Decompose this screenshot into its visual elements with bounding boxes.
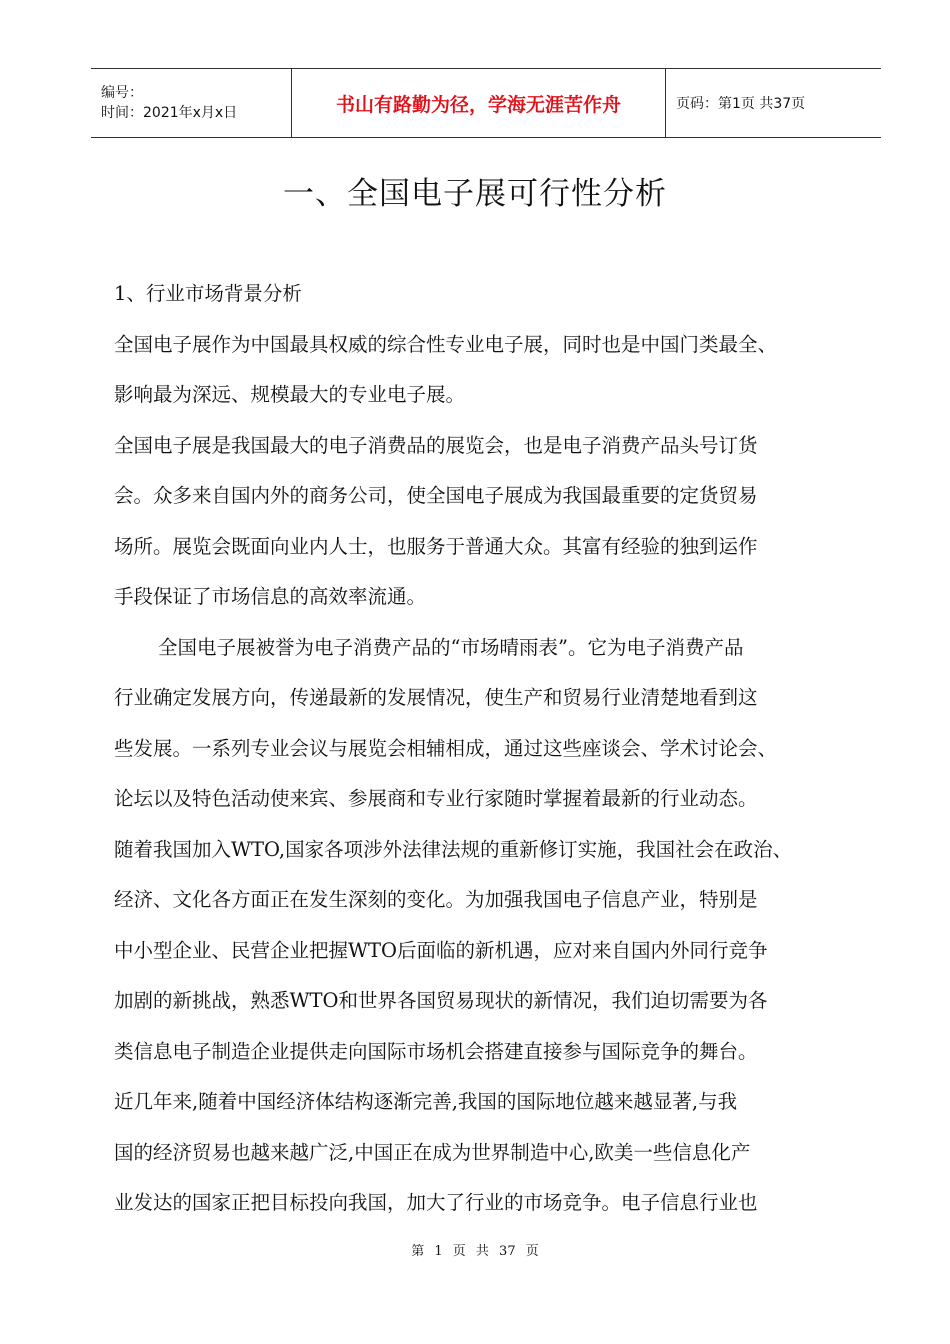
body-line: 手段保证了市场信息的高效率流通。 [114, 585, 427, 608]
body-line: 场所。展览会既面向业内人士，也服务于普通大众。其富有经验的独到运作 [114, 534, 758, 558]
body-line: 国的经济贸易也越来越广泛,中国正在成为世界制造中心,欧美一些信息化产 [114, 1140, 751, 1164]
body-line: 影响最为深远、规模最大的专业电子展。 [114, 383, 466, 406]
page-header [91, 68, 881, 138]
header-time-label: 时间：2021年x月x日 [101, 105, 238, 121]
header-motto: 书山有路勤为径，学海无涯苦作舟 [292, 69, 666, 137]
body-line: 些发展。一系列专业会议与展览会相辅相成，通过这些座谈会、学术讨论会、 [114, 736, 778, 760]
header-meta [91, 69, 292, 137]
header-number-label: 编号： [101, 85, 143, 101]
body-line: 行业确定发展方向，传递最新的发展情况，使生产和贸易行业清楚地看到这 [114, 686, 758, 709]
body-line: 论坛以及特色活动使来宾、参展商和专业行家随时掌握着最新的行业动态。 [114, 787, 758, 810]
body-line: 中小型企业、民营企业把握WTO后面临的新机遇，应对来自国内外同行竞争 [114, 938, 768, 962]
body-line: 近几年来,随着中国经济体结构逐渐完善,我国的国际地位越来越显著,与我 [114, 1090, 738, 1113]
section-heading: 1、行业市场背景分析 [114, 282, 302, 305]
body-line: 经济、文化各方面正在发生深刻的变化。为加强我国电子信息产业，特别是 [114, 888, 758, 911]
document-body [114, 276, 874, 1236]
body-line: 随着我国加入WTO,国家各项涉外法律法规的重新修订实施，我国社会在政治、 [114, 837, 793, 861]
header-page-info: 页码：第1页 共37页 [676, 96, 806, 112]
body-line: 类信息电子制造企业提供走向国际市场机会搭建直接参与国际竞争的舞台。 [114, 1039, 758, 1063]
body-line: 会。众多来自国内外的商务公司，使全国电子展成为我国最重要的定货贸易 [114, 484, 758, 507]
body-line: 全国电子展是我国最大的电子消费品的展览会，也是电子消费产品头号订货 [114, 433, 758, 457]
body-line: 全国电子展被誉为电子消费产品的“市场晴雨表”。它为电子消费产品 [158, 635, 744, 659]
body-line: 加剧的新挑战，熟悉WTO和世界各国贸易现状的新情况，我们迫切需要为各 [114, 989, 768, 1012]
body-line: 全国电子展作为中国最具权威的综合性专业电子展，同时也是中国门类最全、 [114, 332, 778, 356]
page-footer: 第 1 页 共 37 页 [411, 1244, 539, 1259]
body-line: 业发达的国家正把目标投向我国，加大了行业的市场竞争。电子信息行业也 [114, 1191, 758, 1214]
document-title: 一、全国电子展可行性分析 [283, 176, 667, 212]
